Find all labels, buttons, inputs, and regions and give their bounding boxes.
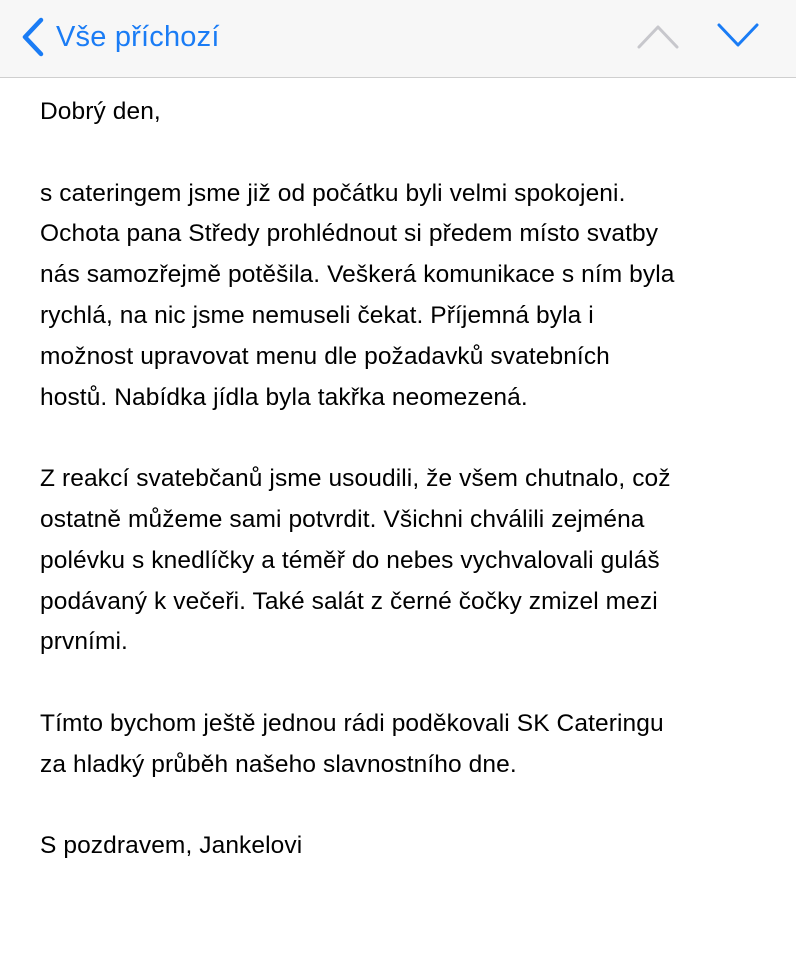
text-line: s cateringem jsme již od počátku byli velmi spokojeni.: [40, 179, 626, 207]
navigation-bar: [0, 0, 796, 78]
text-line: podávaný k večeři. Také salát z černé čočky zmizel mezi: [40, 587, 658, 615]
message-body: [40, 92, 780, 908]
text-line: ostatně můžeme sami potvrdit. Všichni chválili zejména: [40, 505, 645, 533]
text-line: Dobrý den,: [40, 98, 161, 125]
text-line: polévku s knedlíčky a téměř do nebes vychvalovali guláš: [40, 546, 660, 574]
previous-message-button[interactable]: [636, 20, 680, 52]
text-line: Ochota pana Středy prohlédnout si předem místo svatby: [40, 220, 659, 248]
message-signature: [40, 826, 780, 867]
text-line: nás samozřejmě potěšila. Veškerá komunikace s ním byla: [40, 261, 675, 289]
text-line: Z reakcí svatebčanů jsme usoudili, že všem chutnalo, což: [40, 465, 671, 493]
back-button-label: Vše příchozí: [56, 20, 220, 53]
text-line: prvními.: [40, 628, 128, 656]
next-message-button[interactable]: [716, 20, 760, 52]
message-greeting: [40, 92, 780, 133]
back-button[interactable]: [20, 12, 220, 62]
chevron-down-icon: [716, 39, 760, 56]
text-line: hostů. Nabídka jídla byla takřka neomezená.: [40, 383, 528, 411]
message-paragraph-1: [40, 174, 780, 419]
message-paragraph-2: [40, 459, 780, 663]
chevron-left-icon: [20, 17, 46, 57]
message-paragraph-3: [40, 704, 780, 786]
text-line: rychlá, na nic jsme nemuseli čekat. Příjemná byla i: [40, 301, 594, 329]
text-line: za hladký průběh našeho slavnostního dne.: [40, 750, 517, 778]
text-line: možnost upravovat menu dle požadavků svatebních: [40, 342, 610, 370]
text-line: S pozdravem, Jankelovi: [40, 832, 303, 860]
chevron-up-icon: [636, 39, 680, 56]
text-line: Tímto bychom ještě jednou rádi poděkovali SK Cateringu: [40, 709, 664, 737]
